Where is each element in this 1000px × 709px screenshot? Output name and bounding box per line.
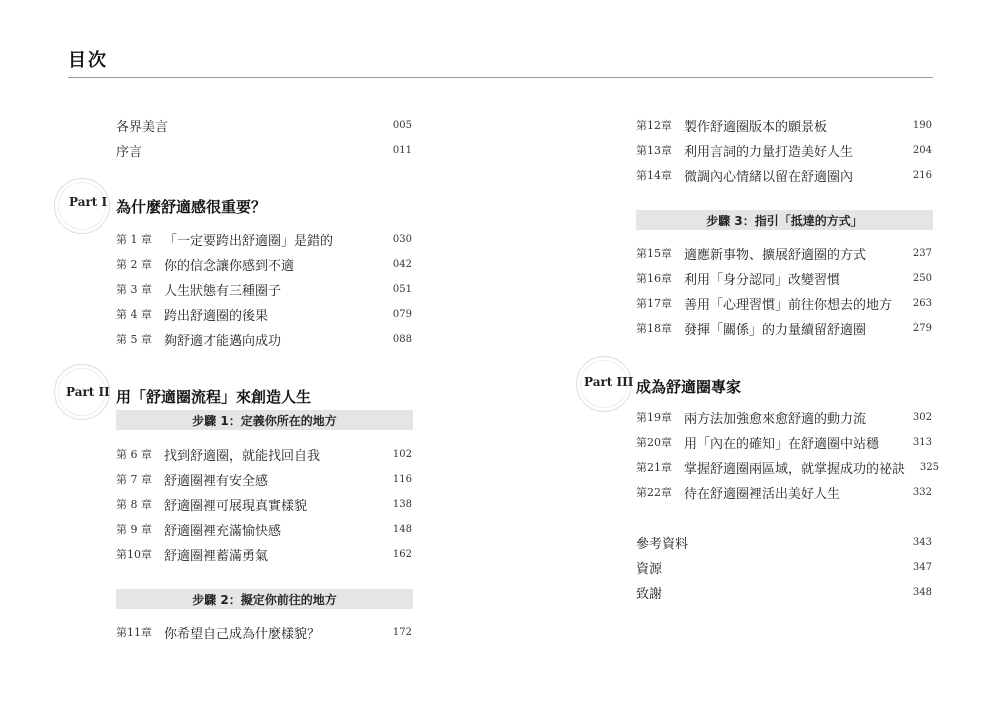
- chapter-number: 第11章: [116, 626, 152, 639]
- chapter-number: 第 1 章: [116, 233, 152, 246]
- chapter-page: 250: [912, 272, 932, 284]
- part-label: Part I: [69, 195, 108, 209]
- chapter-number: 第 5 章: [116, 333, 152, 346]
- chapter-title: 善用「心理習慣」前往你想去的地方: [684, 297, 893, 313]
- toc-entry[interactable]: [636, 532, 932, 552]
- chapter-title: 微調內心情緒以留在舒適圈內: [684, 169, 854, 185]
- chapter-page: 162: [392, 548, 412, 560]
- toc-chapter[interactable]: [116, 304, 412, 324]
- toc-chapter[interactable]: [636, 407, 932, 427]
- toc-chapter[interactable]: [636, 457, 940, 477]
- step-1-bar: 步驟 1：定義你所在的地方: [116, 410, 413, 430]
- chapter-page: 051: [392, 283, 412, 295]
- part-label: Part II: [66, 385, 110, 399]
- chapter-title: 「一定要跨出舒適圈」是錯的: [164, 233, 334, 249]
- chapter-title: 舒適圈裡充滿愉快感: [164, 523, 282, 539]
- entry-page: 005: [392, 119, 412, 131]
- part-title: 為什麼舒適感很重要？: [116, 198, 267, 216]
- chapter-number: 第22章: [636, 486, 672, 499]
- part-2-header: [54, 364, 414, 404]
- chapter-title: 夠舒適才能邁向成功: [164, 333, 282, 349]
- toc-chapter[interactable]: [636, 293, 932, 313]
- chapter-number: 第10章: [116, 548, 152, 561]
- toc-chapter[interactable]: [636, 318, 932, 338]
- chapter-page: 263: [912, 297, 932, 309]
- chapter-title: 用「內在的確知」在舒適圈中站穩: [684, 436, 880, 452]
- chapter-page: 030: [392, 233, 412, 245]
- chapter-title: 待在舒適圈裡活出美好人生: [684, 486, 841, 502]
- toc-entry[interactable]: [116, 140, 412, 160]
- entry-title: 致謝: [636, 586, 663, 602]
- chapter-page: 237: [912, 247, 932, 259]
- toc-chapter[interactable]: [116, 279, 412, 299]
- chapter-title: 舒適圈裡可展現真實樣貌: [164, 498, 308, 514]
- chapter-page: 088: [392, 333, 412, 345]
- chapter-number: 第16章: [636, 272, 672, 285]
- chapter-title: 舒適圈裡蓄滿勇氣: [164, 548, 269, 564]
- chapter-number: 第18章: [636, 322, 672, 335]
- toc-chapter[interactable]: [636, 140, 932, 160]
- chapter-page: 116: [392, 473, 412, 485]
- chapter-page: 302: [912, 411, 932, 423]
- toc-chapter[interactable]: [636, 268, 932, 288]
- chapter-title: 兩方法加強愈來愈舒適的動力流: [684, 411, 867, 427]
- chapter-number: 第15章: [636, 247, 672, 260]
- toc-entry[interactable]: [636, 557, 932, 577]
- part-label: Part III: [584, 375, 634, 389]
- chapter-page: 204: [912, 144, 932, 156]
- page-title: 目次: [68, 50, 108, 71]
- toc-chapter[interactable]: [116, 254, 412, 274]
- toc-entry[interactable]: [636, 582, 932, 602]
- toc-chapter[interactable]: [636, 243, 932, 263]
- chapter-page: 102: [392, 448, 412, 460]
- chapter-title: 利用言詞的力量打造美好人生: [684, 144, 854, 160]
- chapter-title: 你希望自己成為什麼樣貌？: [164, 626, 321, 642]
- chapter-number: 第 6 章: [116, 448, 152, 461]
- chapter-title: 舒適圈裡有安全感: [164, 473, 269, 489]
- chapter-page: 216: [912, 169, 932, 181]
- entry-title: 序言: [116, 144, 143, 160]
- entry-page: 347: [912, 561, 932, 573]
- header-rule: [68, 77, 933, 78]
- chapter-title: 找到舒適圈，就能找回自我: [164, 448, 321, 464]
- chapter-page: 190: [912, 119, 932, 131]
- chapter-title: 適應新事物、擴展舒適圈的方式: [684, 247, 867, 263]
- chapter-number: 第14章: [636, 169, 672, 182]
- chapter-page: 332: [912, 486, 932, 498]
- toc-chapter[interactable]: [636, 482, 932, 502]
- chapter-number: 第 9 章: [116, 523, 152, 536]
- chapter-page: 138: [392, 498, 412, 510]
- part-title: 用「舒適圈流程」來創造人生: [116, 388, 312, 406]
- chapter-title: 掌握舒適圈兩區域，就掌握成功的祕訣: [684, 461, 906, 477]
- step-3-bar: 步驟 3：指引「抵達的方式」: [636, 210, 933, 230]
- chapter-title: 你的信念讓你感到不適: [164, 258, 295, 274]
- chapter-title: 跨出舒適圈的後果: [164, 308, 269, 324]
- chapter-page: 325: [919, 461, 940, 473]
- chapter-number: 第 7 章: [116, 473, 152, 486]
- chapter-number: 第 3 章: [116, 283, 152, 296]
- toc-chapter[interactable]: [636, 432, 932, 452]
- toc-chapter[interactable]: [116, 469, 412, 489]
- entry-title: 資源: [636, 561, 663, 577]
- chapter-number: 第 8 章: [116, 498, 152, 511]
- chapter-page: 172: [392, 626, 412, 638]
- chapter-title: 人生狀態有三種圈子: [164, 283, 282, 299]
- toc-chapter[interactable]: [116, 444, 412, 464]
- chapter-number: 第 4 章: [116, 308, 152, 321]
- chapter-page: 079: [392, 308, 412, 320]
- part-3-header: [576, 356, 936, 396]
- entry-title: 各界美言: [116, 119, 169, 135]
- chapter-number: 第17章: [636, 297, 672, 310]
- chapter-number: 第12章: [636, 119, 672, 132]
- chapter-title: 發揮「關係」的力量續留舒適圈: [684, 322, 867, 338]
- chapter-title: 利用「身分認同」改變習慣: [684, 272, 841, 288]
- chapter-number: 第19章: [636, 411, 672, 424]
- toc-chapter[interactable]: [636, 165, 932, 185]
- part-title: 成為舒適圈專家: [636, 378, 742, 396]
- toc-chapter[interactable]: [636, 115, 932, 135]
- chapter-number: 第20章: [636, 436, 672, 449]
- entry-page: 011: [392, 144, 412, 156]
- chapter-page: 279: [912, 322, 932, 334]
- toc-chapter[interactable]: [116, 519, 412, 539]
- chapter-number: 第21章: [636, 461, 672, 474]
- chapter-number: 第13章: [636, 144, 672, 157]
- toc-entry[interactable]: [116, 115, 412, 135]
- toc-chapter[interactable]: [116, 622, 412, 642]
- toc-chapter[interactable]: [116, 494, 412, 514]
- entry-title: 參考資料: [636, 536, 689, 552]
- step-2-bar: 步驟 2：擬定你前往的地方: [116, 589, 413, 609]
- chapter-number: 第 2 章: [116, 258, 152, 271]
- chapter-page: 042: [392, 258, 412, 270]
- chapter-page: 148: [392, 523, 412, 535]
- chapter-title: 製作舒適圈版本的願景板: [684, 119, 828, 135]
- toc-chapter[interactable]: [116, 329, 412, 349]
- entry-page: 343: [912, 536, 932, 548]
- entry-page: 348: [912, 586, 932, 598]
- toc-chapter[interactable]: [116, 544, 412, 564]
- chapter-page: 313: [912, 436, 932, 448]
- toc-chapter[interactable]: [116, 229, 412, 249]
- part-1-header: [54, 178, 414, 218]
